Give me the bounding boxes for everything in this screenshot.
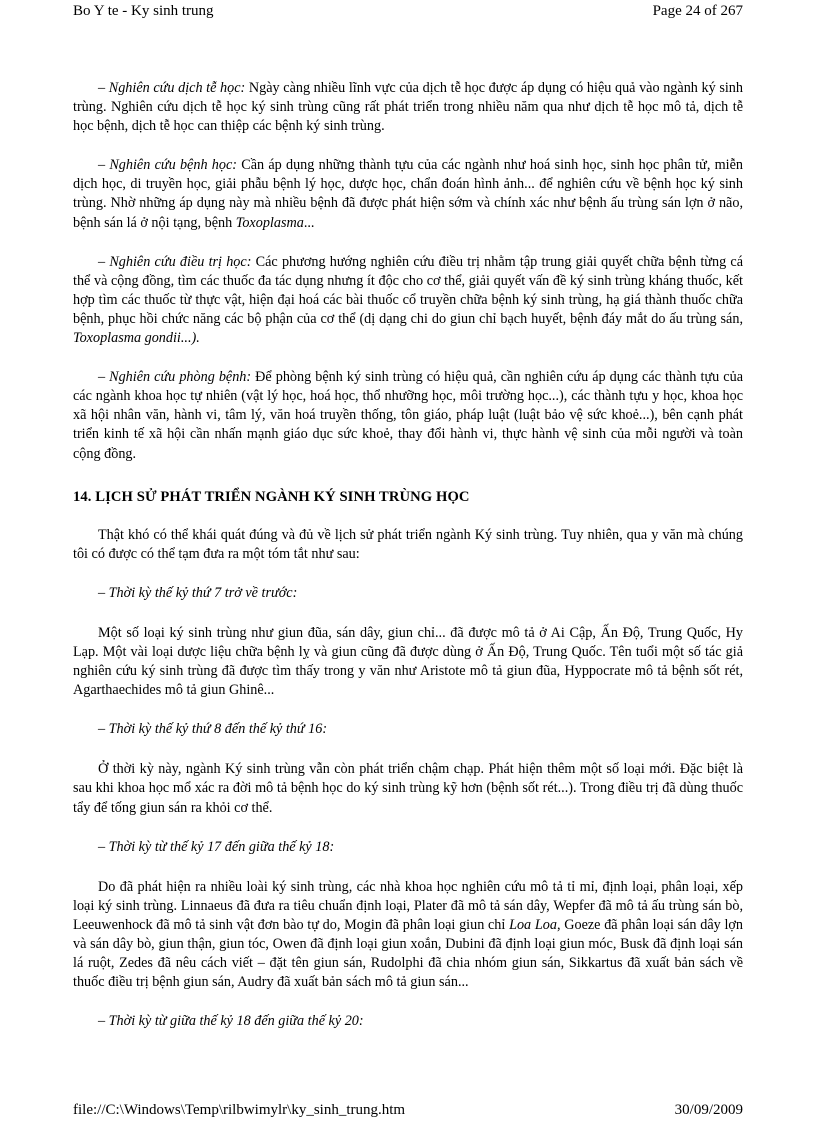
period-text — [73, 878, 743, 993]
paragraph-pathology — [73, 156, 743, 232]
period-text-part: Do đã phát hiện ra nhiều loài ký sinh trùng, các nhà khoa học nghiên cứu mô tả tỉ mỉ, định loại, phân loại, xếp loại ký sinh trùng. Linnaeus đã đưa ra tiêu chuẩn định loại, Plater đã mô tả sán dây, Wepfer đã mô tả ấu trùng sán bò, Leeuwenhock đã mô tả sinh vật đơn bào tự do, Mogin đã phân loại giun chỉ — [73, 878, 743, 933]
document-title: Bo Y te - Ky sinh trung — [73, 3, 214, 19]
species-name: Loa Loa — [509, 916, 557, 933]
file-path: file://C:\Windows\Temp\rilbwimylr\ky_sinh_trung.htm — [73, 1102, 406, 1118]
period-label: – Thời kỳ từ giữa thế kỷ 18 đến giữa thế kỷ 20: — [98, 1013, 364, 1030]
page-footer — [73, 1101, 743, 1119]
species-name: Toxoplasma — [235, 214, 304, 231]
paragraph-prevention — [73, 368, 743, 463]
paragraph-label: – Nghiên cứu bệnh học: — [98, 157, 237, 174]
document-body — [73, 79, 743, 1052]
paragraph-label: – Nghiên cứu phòng bệnh: — [98, 369, 252, 386]
species-name: Toxoplasma gondii...). — [73, 330, 200, 347]
paragraph-treatment — [73, 253, 743, 348]
period-label: – Thời kỳ từ thế kỷ 17 đến giữa thế kỷ 18: — [98, 838, 335, 855]
section-intro: Thật khó có thể khái quát đúng và đủ về lịch sử phát triển ngành Ký sinh trùng. Tuy nhiên, qua y văn mà chúng tôi có được có thể tạm đưa ra một tóm tắt như sau: — [73, 526, 743, 562]
period-label: – Thời kỳ thế kỷ thứ 8 đến thế kỷ thứ 16: — [98, 721, 328, 738]
section-heading: 14. LỊCH SỬ PHÁT TRIỂN NGÀNH KÝ SINH TRÙNG HỌC — [73, 488, 470, 505]
paragraph-label: – Nghiên cứu dịch tễ học: — [98, 80, 246, 96]
page-number: Page 24 of 267 — [652, 3, 743, 19]
paragraph-epidemiology — [73, 79, 743, 136]
print-date: 30/09/2009 — [674, 1102, 743, 1118]
period-label: – Thời kỳ thế kỷ thứ 7 trở về trước: — [98, 584, 298, 601]
paragraph-text: Cần áp dụng những thành tựu của các ngành như hoá sinh học, sinh học phân tử, miễn dịch học, di truyền học, giải phẫu bệnh lý học, dược học, chẩn đoán hình ảnh... để nghiên cứu về bệnh học ký sinh trùng. Nhờ những áp dụng này mà nhiều bệnh đã được phát hiện sớm và chính xác như bệnh ấu trùng sán lợn ở não, bệnh sán lá ở nội tạng, bệnh — [73, 157, 743, 231]
paragraph-tail: ... — [303, 214, 315, 231]
paragraph-text: Để phòng bệnh ký sinh trùng có hiệu quả, cần nghiên cứu áp dụng các thành tựu của các ngành khoa học tự nhiên (vật lý học, hoá học, thổ nhưỡng học, môi trường học...), các thành tựu y học, khoa học xã hội nhân văn, hành vi, tâm lý, văn hoá truyền thống, tôn giáo, pháp luật (luật bảo vệ sức khoẻ...), bên cạnh phát triển kinh tế xã hội cần nhấn mạnh giáo dục sức khoẻ, thay đổi hành vi, thực hành vệ sinh của mỗi người và toàn cộng đồng. — [73, 369, 743, 462]
paragraph-label: – Nghiên cứu điều trị học: — [98, 253, 252, 270]
period-text: Ở thời kỳ này, ngành Ký sinh trùng vẫn còn phát triển chậm chạp. Phát hiện thêm một số loại mới. Đặc biệt là sau khi khoa học mổ xác ra đời mô tả bệnh học do ký sinh trùng kỹ hơn (bệnh sốt rét...). Trong điều trị đã dùng thuốc tẩy để tống giun sán ra khỏi cơ thể. — [73, 761, 743, 816]
page-header — [73, 2, 743, 20]
period-text-part: , Goeze đã phân loại sán dây lợn và sán dây bò, giun thận, giun tóc, Owen đã định loại giun xoắn, Dubini đã định loại giun móc, Busk đã định loại sán lá ruột, Zedes đã nêu cách viết – đặt tên giun sán, Rudolphi đã chia nhóm giun sán, Sikkartus đã xuất bản sách về thuốc điều trị bệnh giun sán, Audry đã xuất bản sách mô tả giun sán... — [73, 916, 743, 991]
paragraph-text: Ngày càng nhiều lĩnh vực của dịch tễ học được áp dụng có hiệu quả vào ngành ký sinh trùng. Nghiên cứu dịch tễ học ký sinh trùng cũng rất phát triển trong nhiều năm qua như dịch tễ học mô tả, dịch tễ học bệnh, dịch tễ học can thiệp các bệnh ký sinh trùng. — [73, 80, 743, 135]
period-text: Một số loại ký sinh trùng như giun đũa, sán dây, giun chỉ... đã được mô tả ở Ai Cập, Ấn Độ, Trung Quốc, Hy Lạp. Một vài loại dược liệu chữa bệnh lỵ và giun cũng đã được dùng ở Ấn Độ, Trung Quốc. Tên tuổi một số tác giả nghiên cứu ký sinh trùng đã được tìm thấy trong y văn như Aristote mô tả giun đũa, Hyppocrate mô tả bệnh sốt rét, Agarthaechides mô tả giun Ghinê... — [73, 624, 743, 699]
paragraph-text: Các phương hướng nghiên cứu điều trị nhằm tập trung giải quyết chữa bệnh từng cá thể và cộng đồng, tìm các thuốc đa tác dụng nhưng ít độc cho cơ thể, giải quyết vấn đề ký sinh trùng kháng thuốc, kết hợp tìm các thuốc từ thực vật, hiện đại hoá các bài thuốc cổ truyền chữa bệnh ký sinh trùng, hạ giá thành thuốc chữa bệnh, phục hồi chức năng các bộ phận của cơ thể (dị dạng chi do giun chỉ bạch huyết, bệnh đáy mắt do ấu trùng sán, — [73, 253, 744, 327]
